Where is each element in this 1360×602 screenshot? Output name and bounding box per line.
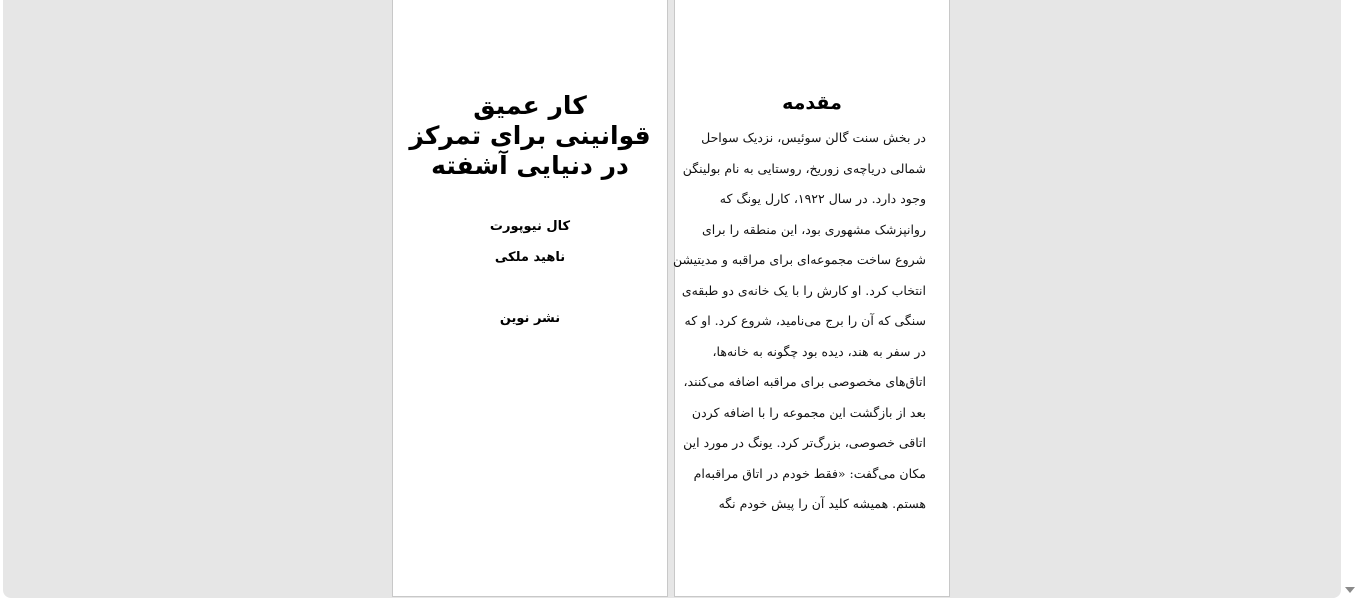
text-line: روانپزشک مشهوری بود، این منطقه را برای [702, 221, 926, 237]
publisher-name: نشر نوین [499, 311, 561, 326]
text-line: انتخاب کرد. او کارش را با یک خانه‌ی دو طبقه‌ی [681, 282, 926, 298]
text-line: در سفر به هند، دیده بود چگونه به خانه‌ها، [712, 343, 926, 359]
document-viewer[interactable] [3, 0, 1341, 598]
text-line: سنگی که آن را برج می‌نامید، شروع کرد. او که [684, 313, 926, 328]
chapter-heading: مقدمه [782, 92, 842, 114]
text-line: مکان می‌گفت: «فقط خودم در اتاق مراقبه‌ام [693, 465, 926, 481]
subtitle-line: در دنیایی آشفته [431, 151, 629, 180]
vertical-scrollbar[interactable] [1341, 0, 1360, 602]
text-line: شمالی دریاچه‌ی زوریخ، روستایی به نام بولینگن [682, 160, 926, 176]
chevron-down-icon[interactable] [1345, 587, 1355, 593]
subtitle-line: قوانینی برای تمرکز [409, 121, 651, 150]
text-line: در بخش سنت گالن سوئیس، نزدیک سواحل [701, 130, 926, 145]
text-line: بعد از بازگشت این مجموعه را با اضافه کردن [691, 404, 926, 420]
body-text [673, 123, 926, 520]
author-name: کال نیوپورت [489, 219, 571, 234]
text-line: هستم. همیشه کلید آن را پیش خودم نگه [718, 496, 926, 511]
introduction-page [674, 0, 950, 597]
book-title [393, 91, 667, 181]
text-line: اتاقی خصوصی، بزرگ‌تر کرد. یونگ در مورد این [683, 435, 926, 450]
text-line: اتاق‌های مخصوصی برای مراقبه اضافه می‌کنند، [683, 374, 926, 389]
title-line: کار عمیق [473, 91, 587, 120]
text-line: شروع ساخت مجموعه‌ای برای مراقبه و مدیتیشن [673, 252, 926, 267]
text-line: وجود دارد. در سال ۱۹۲۲، کارل یونگ که [719, 191, 926, 206]
translator-name: ناهید ملکی [494, 250, 566, 265]
title-page [392, 0, 668, 597]
